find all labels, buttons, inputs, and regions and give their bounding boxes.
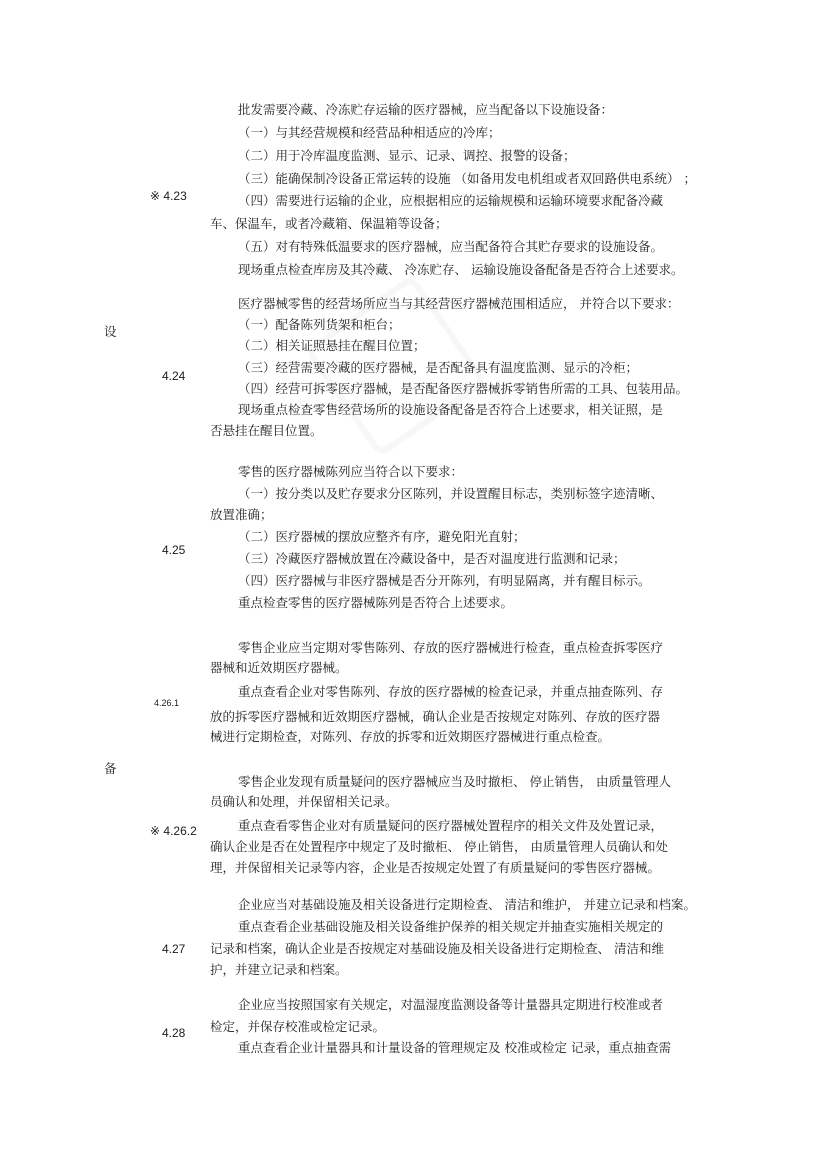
clause-text-line: 器械和近效期医疗器械。 [210, 660, 348, 675]
clause-text-line: （二）相关证照悬挂在醒目位置； [238, 338, 426, 353]
clause-text-line: 车、保温车，或者冷藏箱、保温箱等设备； [210, 216, 448, 231]
clause-text-line: 企业应当按照国家有关规定，对温湿度监测设备等计量器具定期进行校准或者 [238, 997, 664, 1012]
clause-text-line: （二）用于冷库温度监测、显示、记录、调控、报警的设备； [238, 148, 576, 163]
clause-number: 4.25 [162, 543, 186, 557]
clause-text-line: （三）冷藏医疗器械放置在冷藏设备中，是否对温度进行监测和记录； [238, 551, 626, 566]
clause-text-line: 重点查看企业计量器具和计量设备的管理规定及 校准或检定 记录，重点抽查需 [238, 1040, 671, 1055]
clause-text-line: （四）经营可拆零医疗器械，是否配备医疗器械拆零销售所需的工具、包装用品。 [238, 381, 689, 396]
clause-text-line: （四）医疗器械与非医疗器械是否分开陈列，有明显隔离，并有醒目标示。 [238, 573, 651, 588]
clause-text-line: （二）医疗器械的摆放应整齐有序，避免阳光直射； [238, 529, 526, 544]
clause-number: 4.24 [162, 369, 186, 383]
clause-text-line: 医疗器械零售的经营场所应当与其经营医疗器械范围相适应， 并符合以下要求： [238, 296, 680, 311]
clause-text-line: 放的拆零医疗器械和近效期医疗器械，确认企业是否按规定对陈列、存放的医疗器 [210, 709, 661, 724]
clause-text-line: 重点查看零售企业对有质量疑问的医疗器械处置程序的相关文件及处置记录， [238, 818, 664, 833]
side-label-she: 设 [104, 324, 117, 339]
clause-text-line: 员确认和处理，并保留相关记录。 [210, 794, 398, 809]
clause-text-line: 记录和档案，确认企业是否按规定对基础设施及相关设备进行定期检查、 清洁和维 [210, 941, 664, 956]
clause-text-line: 理，并保留相关记录等内容，企业是否按规定处置了有质量疑问的零售医疗器械。 [210, 860, 661, 875]
clause-text-line: （三）能确保制冷设备正常运转的设施 （如备用发电机组或者双回路供电系统） ； [238, 171, 696, 186]
clause-text-line: 批发需要冷藏、冷冻贮存运输的医疗器械，应当配备以下设施设备： [238, 102, 614, 117]
clause-number: ※ 4.23 [150, 189, 187, 203]
clause-text-line: （一）配备陈列货架和柜台； [238, 317, 401, 332]
clause-text-line: 械进行定期检查，对陈列、存放的拆零和近效期医疗器械进行重点检查。 [210, 729, 611, 744]
clause-text-line: 护，并建立记录和档案。 [210, 962, 348, 977]
clause-text-line: 现场重点检查库房及其冷藏、 冷冻贮存、 运输设施设备配备是否符合上述要求。 [238, 262, 684, 277]
clause-number: 4.27 [162, 942, 186, 956]
clause-text-line: 确认企业是否在处置程序中规定了及时撤柜、 停止销售， 由质量管理人员确认和处 [210, 839, 668, 854]
clause-text-line: 否悬挂在醒目位置。 [210, 423, 323, 438]
clause-text-line: 企业应当对基础设施及相关设备进行定期检查、 清洁和维护， 并建立记录和档案。 [238, 897, 696, 912]
clause-text-line: 检定，并保存校准或检定记录。 [210, 1019, 386, 1034]
clause-number: 4.28 [162, 1026, 186, 1040]
clause-number: ※ 4.26.2 [150, 824, 197, 838]
clause-text-line: 零售的医疗器械陈列应当符合以下要求： [238, 464, 464, 479]
clause-text-line: （三）经营需要冷藏的医疗器械，是否配备具有温度监测、显示的冷柜； [238, 360, 639, 375]
clause-text-line: 重点检查零售的医疗器械陈列是否符合上述要求。 [238, 595, 514, 610]
clause-text-line: 零售企业应当定期对零售陈列、存放的医疗器械进行检查，重点检查拆零医疗 [238, 640, 664, 655]
clause-text-line: （五）对有特殊低温要求的医疗器械，应当配备符合其贮存要求的设施设备。 [238, 239, 664, 254]
clause-text-line: 重点查看企业对零售陈列、存放的医疗器械的检查记录，并重点抽查陈列、存 [238, 684, 664, 699]
side-label-bei: 备 [104, 761, 117, 776]
clause-text-line: 放置准确； [210, 507, 273, 522]
clause-text-line: （四）需要进行运输的企业，应根据相应的运输规模和运输环境要求配备冷藏 [238, 193, 664, 208]
clause-text-line: 零售企业发现有质量疑问的医疗器械应当及时撤柜、 停止销售， 由质量管理人 [238, 774, 671, 789]
clause-text-line: 现场重点检查零售经营场所的设施设备配备是否符合上述要求，相关证照，是 [238, 402, 664, 417]
clause-number: 4.26.1 [154, 698, 180, 708]
clause-text-line: （一）与其经营规模和经营品种相适应的冷库； [238, 125, 501, 140]
clause-text-line: 重点查看企业基础设施及相关设备维护保养的相关规定并抽查实施相关规定的 [238, 919, 664, 934]
clause-text-line: （一）按分类以及贮存要求分区陈列，并设置醒目标志，类别标签字迹清晰、 [238, 486, 664, 501]
